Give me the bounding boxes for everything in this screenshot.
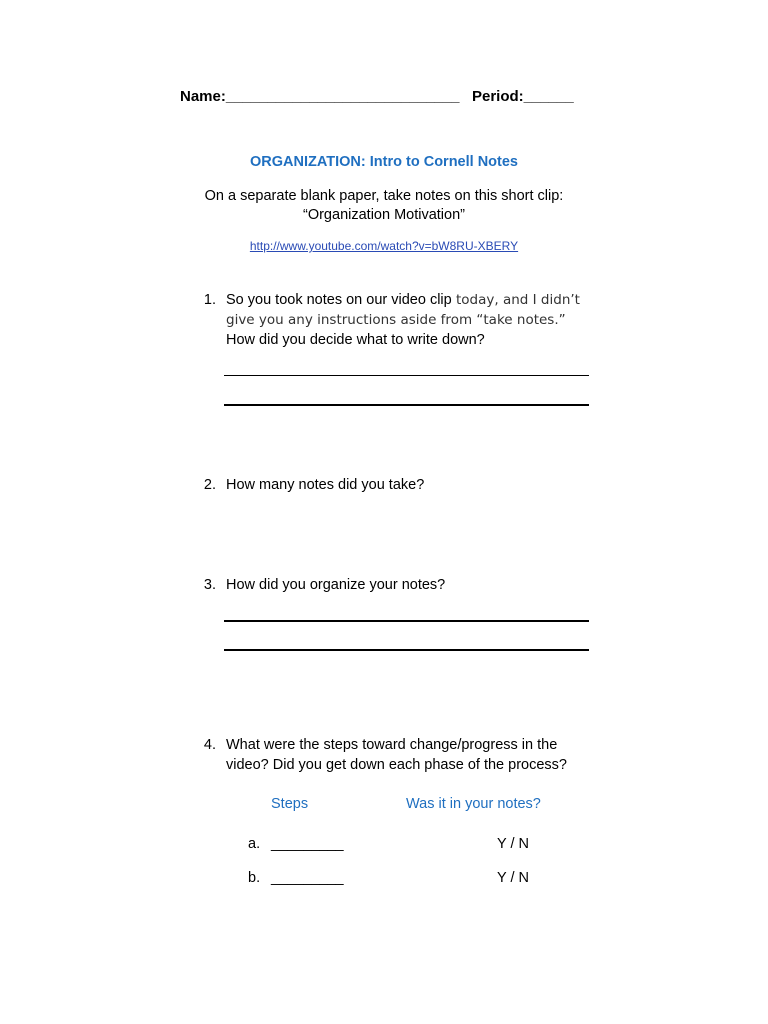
question-1-line-3: How did you decide what to write down?: [226, 332, 485, 348]
notes-header: Was it in your notes?: [406, 796, 541, 812]
step-row-answer[interactable]: Y / N: [497, 836, 529, 852]
step-row-blank[interactable]: _________: [271, 870, 344, 886]
name-label: Name:: [180, 88, 226, 105]
name-blank[interactable]: ____________________________: [225, 88, 460, 105]
question-1-line-1-typed: So you took notes on our video clip: [226, 292, 452, 308]
question-4-line-2: video? Did you get down each phase of the process?: [226, 757, 567, 773]
question-4-line-1: What were the steps toward change/progress in the: [226, 737, 558, 753]
intro-text: [0, 187, 768, 225]
intro-line-2: “Organization Motivation”: [303, 207, 465, 223]
question-2-text: How many notes did you take?: [226, 477, 425, 493]
question-2-number: 2.: [203, 477, 216, 493]
answer-line[interactable]: [224, 649, 589, 651]
video-link-container: [0, 239, 768, 253]
intro-line-1: On a separate blank paper, take notes on this short clip:: [204, 188, 564, 204]
steps-header: Steps: [271, 796, 309, 812]
step-row-label: b.: [248, 870, 261, 886]
step-row-label: a.: [248, 836, 261, 852]
page-title: ORGANIZATION: Intro to Cornell Notes: [250, 154, 518, 170]
answer-line[interactable]: [224, 620, 589, 622]
question-1-line-1-hand: today, and I didn’t: [451, 292, 580, 308]
answer-line[interactable]: [224, 404, 589, 406]
video-link[interactable]: http://www.youtube.com/watch?v=bW8RU-XBERY: [249, 239, 519, 253]
name-period-header: [180, 88, 574, 105]
question-4-text: [226, 735, 606, 775]
step-row-answer[interactable]: Y / N: [497, 870, 529, 886]
period-label: Period:: [471, 88, 524, 105]
question-1-text: [226, 290, 606, 350]
question-4-number: 4.: [203, 737, 216, 753]
question-1-line-2: give you any instructions aside from “take notes.”: [226, 312, 566, 328]
question-3-text: How did you organize your notes?: [226, 577, 446, 593]
answer-line[interactable]: [224, 375, 589, 376]
period-blank[interactable]: ______: [523, 88, 574, 105]
question-1-number: 1.: [203, 292, 216, 308]
step-row-blank[interactable]: _________: [271, 836, 344, 852]
question-3-number: 3.: [203, 577, 216, 593]
